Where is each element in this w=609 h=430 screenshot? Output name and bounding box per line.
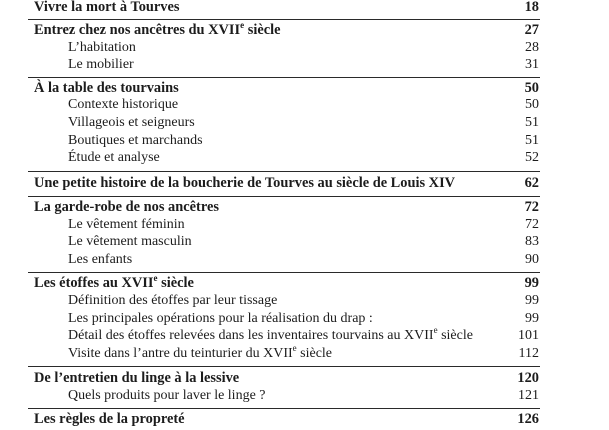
toc-entry-page: 28 bbox=[525, 40, 539, 55]
toc-entry-label: Contexte historique bbox=[68, 97, 179, 112]
toc-entry bbox=[0, 133, 609, 151]
toc-entry-label: Étude et analyse bbox=[68, 150, 160, 165]
toc-entry-label: Boutiques et marchands bbox=[68, 133, 203, 148]
toc-heading-title: Entrez chez nos ancêtres du XVIIe siècle bbox=[34, 20, 281, 38]
toc-heading-page: 120 bbox=[517, 370, 539, 386]
section-divider bbox=[28, 19, 540, 20]
toc-entry-label: Définition des étoffes par leur tissage bbox=[68, 293, 278, 308]
section-divider bbox=[28, 272, 540, 273]
toc-entry-label: Les enfants bbox=[68, 252, 133, 267]
toc-entry-page: 51 bbox=[525, 115, 539, 130]
toc-heading-title: Vivre la mort à Tourves bbox=[34, 0, 180, 15]
toc-heading bbox=[0, 275, 609, 293]
toc-heading-page: 99 bbox=[524, 275, 539, 291]
section-divider bbox=[28, 366, 540, 367]
toc-entry bbox=[0, 57, 609, 75]
toc-entry-page: 83 bbox=[525, 234, 539, 249]
section-divider bbox=[28, 408, 540, 409]
toc-heading-title: Les règles de la propreté bbox=[34, 411, 185, 427]
toc-entry bbox=[0, 325, 609, 346]
toc-entry bbox=[0, 150, 609, 168]
toc-entry bbox=[0, 293, 609, 311]
toc-entry-label: Villageois et seigneurs bbox=[68, 115, 195, 130]
toc-entry-label: L’habitation bbox=[68, 40, 136, 55]
toc-heading-page: 50 bbox=[524, 80, 539, 96]
toc-heading bbox=[0, 199, 609, 217]
toc-entry bbox=[0, 234, 609, 252]
toc-entry-label: Détail des étoffes relevées dans les inventaires tourvains au XVIIe siècle bbox=[68, 325, 473, 343]
toc-entry-label: Les principales opérations pour la réalisation du drap : bbox=[68, 311, 373, 326]
toc-entry bbox=[0, 97, 609, 115]
toc-heading bbox=[0, 22, 609, 40]
toc-entry-label: Quels produits pour laver le linge ? bbox=[68, 388, 266, 403]
section-divider bbox=[28, 77, 540, 78]
toc-entry-page: 99 bbox=[525, 293, 539, 308]
toc-entry-label: Le vêtement masculin bbox=[68, 234, 192, 249]
toc-entry-label: Le mobilier bbox=[68, 57, 134, 72]
section-divider bbox=[28, 171, 540, 172]
toc-entry bbox=[0, 40, 609, 58]
toc-heading-title: Une petite histoire de la boucherie de Tourves au siècle de Louis XIV bbox=[34, 175, 456, 191]
toc-entry-page: 31 bbox=[525, 57, 539, 72]
toc-entry-page: 51 bbox=[525, 133, 539, 148]
toc-entry bbox=[0, 343, 609, 364]
toc-entry-label: Le vêtement féminin bbox=[68, 217, 185, 232]
toc-heading bbox=[0, 370, 609, 388]
toc-heading bbox=[0, 0, 609, 17]
toc-entry-page: 72 bbox=[525, 217, 539, 232]
toc-entry-page: 99 bbox=[525, 311, 539, 326]
toc-entry bbox=[0, 388, 609, 406]
toc-entry-page: 112 bbox=[518, 346, 539, 361]
toc-entry-page: 50 bbox=[525, 97, 539, 112]
toc-heading bbox=[0, 411, 609, 429]
toc-heading-page: 18 bbox=[524, 0, 539, 15]
toc-entry bbox=[0, 252, 609, 270]
toc-entry-page: 101 bbox=[518, 328, 539, 343]
toc-heading-page: 27 bbox=[524, 22, 539, 38]
toc-entry bbox=[0, 217, 609, 235]
toc-heading-title: De l’entretien du linge à la lessive bbox=[34, 370, 240, 386]
toc-entry-label: Visite dans l’antre du teinturier du XVIIe siècle bbox=[68, 343, 333, 361]
toc-heading bbox=[0, 80, 609, 98]
toc-entry-page: 121 bbox=[518, 388, 539, 403]
toc-entry bbox=[0, 115, 609, 133]
toc-heading-title: À la table des tourvains bbox=[34, 80, 179, 96]
toc-entry bbox=[0, 311, 609, 329]
toc-entry-page: 90 bbox=[525, 252, 539, 267]
toc-heading bbox=[0, 175, 609, 193]
toc-heading-title: Les étoffes au XVIIe siècle bbox=[34, 273, 194, 291]
section-divider bbox=[28, 196, 540, 197]
toc-heading-title: La garde-robe de nos ancêtres bbox=[34, 199, 219, 215]
toc-heading-page: 126 bbox=[517, 411, 539, 427]
toc-entry-page: 52 bbox=[525, 150, 539, 165]
toc-heading-page: 62 bbox=[524, 175, 539, 191]
toc-heading-page: 72 bbox=[524, 199, 539, 215]
